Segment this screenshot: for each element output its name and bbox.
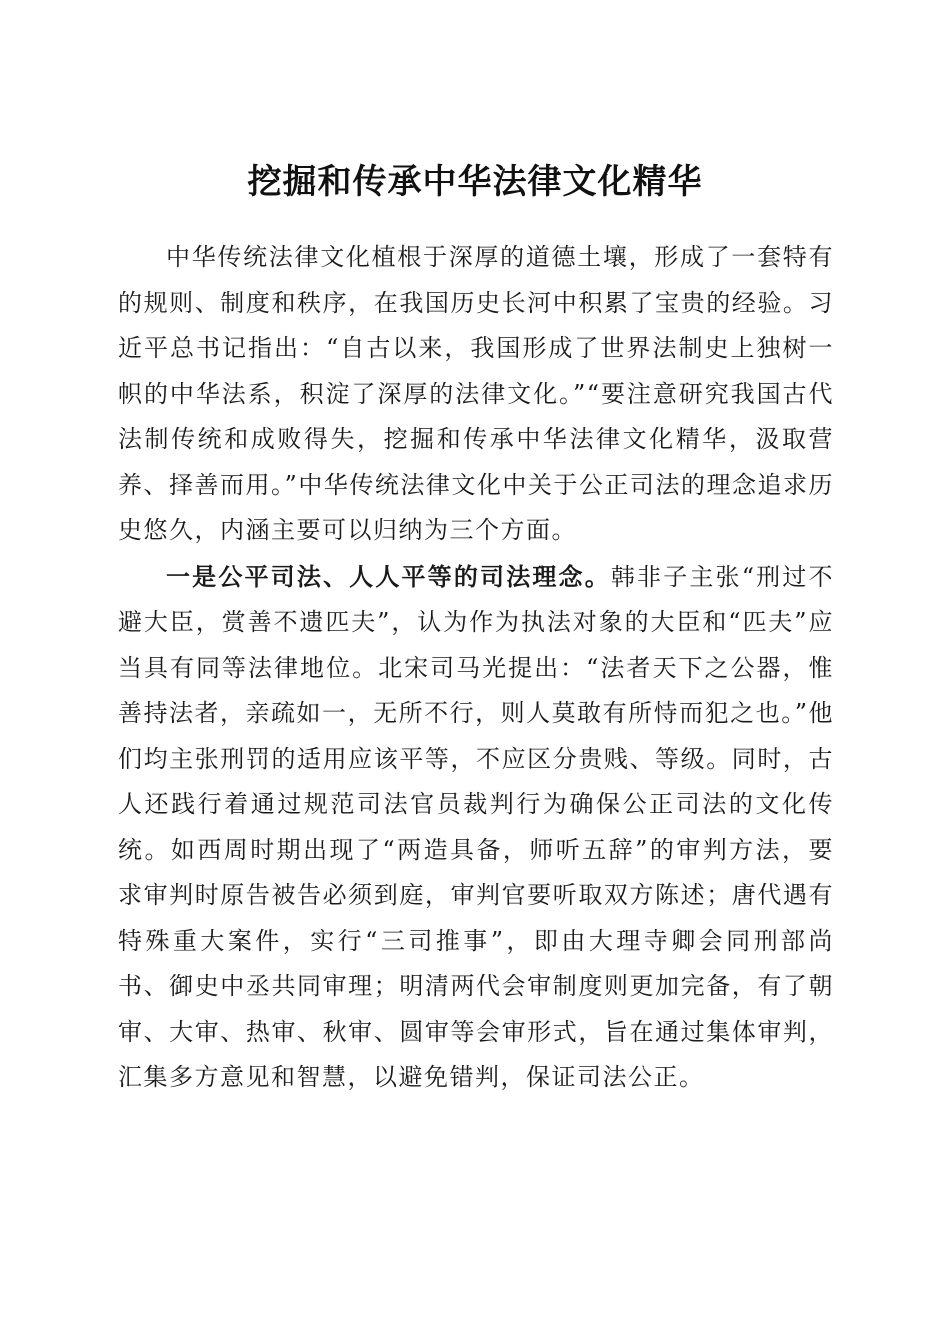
paragraph-point-one-lead: 一是公平司法、人人平等的司法理念。 [166,561,611,591]
paragraph-intro [118,235,834,554]
paragraph-intro-text: 中华传统法律文化植根于深厚的道德土壤，形成了一套特有的规则、制度和秩序，在我国历史长河中积累了宝贵的经验。习近平总书记指出：“自古以来，我国形成了世界法制史上独树一帜的中华法系，积淀了深厚的法律文化。”“要注意研究我国古代法制传统和成败得失，挖掘和传承中华法律文化精华，汲取营养、择善而用。”中华传统法律文化中关于公正司法的理念追求历史悠久，内涵主要可以归纳为三个方面。 [118,243,834,544]
document-body [118,235,834,1101]
paragraph-point-one [118,554,834,1101]
document-title: 挖掘和传承中华法律文化精华 [247,161,703,202]
paragraph-point-one-text: 韩非子主张“刑过不避大臣，赏善不遗匹夫”，认为作为执法对象的大臣和“匹夫”应当具有同等法律地位。北宋司马光提出：“法者天下之公器，惟善持法者，亲疏如一，无所不行，则人莫敢有所恃而犯之也。”他们均主张刑罚的适用应该平等，不应区分贵贱、等级。同时，古人还践行着通过规范司法官员裁判行为确保公正司法的文化传统。如西周时期出现了“两造具备，师听五辞”的审判方法，要求审判时原告被告必须到庭，审判官要听取双方陈述；唐代遇有特殊重大案件，实行“三司推事”，即由大理寺卿会同刑部尚书、御史中丞共同审理；明清两代会审制度则更加完备，有了朝审、大审、热审、秋审、圆审等会审形式，旨在通过集体审判，汇集多方意见和智慧，以避免错判，保证司法公正。 [118,562,834,1091]
